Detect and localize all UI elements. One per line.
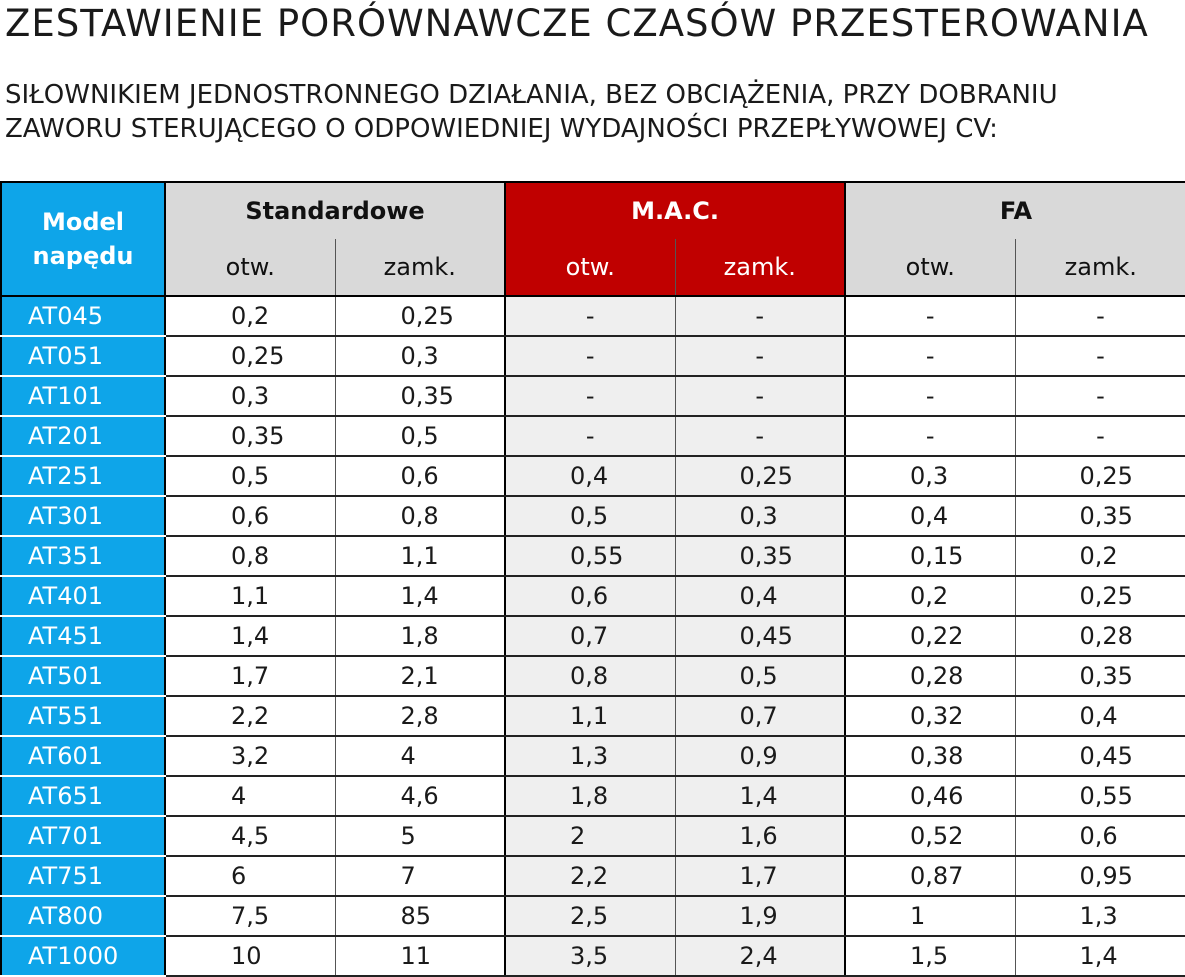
std-close-cell: 5 [335,816,505,856]
model-cell: AT045 [1,296,165,336]
fa-open-cell: 0,46 [845,776,1015,816]
table-row [1,576,1185,616]
fa-open-cell: 0,15 [845,536,1015,576]
model-cell: AT800 [1,896,165,936]
std-close-cell: 0,3 [335,336,505,376]
mac-close-cell: 2,4 [675,936,845,976]
mac-close-cell: - [675,296,845,336]
std-close-cell: 0,6 [335,456,505,496]
fa-close-header: zamk. [1015,239,1185,296]
std-open-cell: 2,2 [165,696,335,736]
mac-open-cell: 1,3 [505,736,675,776]
std-open-cell: 4,5 [165,816,335,856]
fa-close-cell: 0,25 [1015,456,1185,496]
subtitle-line-1: SIŁOWNIKIEM JEDNOSTRONNEGO DZIAŁANIA, BEZ OBCIĄŻENIA, PRZY DOBRANIU [5,80,1058,110]
fa-open-cell: - [845,296,1015,336]
model-cell: AT701 [1,816,165,856]
fa-close-cell: - [1015,416,1185,456]
table-row [1,816,1185,856]
mac-close-cell: - [675,416,845,456]
group-header-mac: M.A.C. [505,182,845,239]
mac-open-cell: 2 [505,816,675,856]
mac-open-cell: 0,5 [505,496,675,536]
mac-close-cell: 0,7 [675,696,845,736]
comparison-table [0,181,1185,977]
group-header-standard: Standardowe [165,182,505,239]
model-header-line-1: Model [41,208,125,236]
std-close-cell: 1,8 [335,616,505,656]
mac-close-cell: 0,4 [675,576,845,616]
table-row [1,336,1185,376]
std-close-cell: 7 [335,856,505,896]
table-row [1,536,1185,576]
fa-open-cell: - [845,376,1015,416]
model-cell: AT1000 [1,936,165,976]
mac-open-cell: 3,5 [505,936,675,976]
fa-close-cell: - [1015,336,1185,376]
model-cell: AT551 [1,696,165,736]
std-open-cell: 3,2 [165,736,335,776]
fa-open-cell: 0,22 [845,616,1015,656]
model-header [1,182,165,296]
table-row [1,936,1185,976]
std-open-cell: 1,7 [165,656,335,696]
fa-open-cell: 1 [845,896,1015,936]
fa-open-cell: 1,5 [845,936,1015,976]
model-cell: AT301 [1,496,165,536]
fa-close-cell: 0,28 [1015,616,1185,656]
mac-open-cell: - [505,296,675,336]
std-close-cell: 11 [335,936,505,976]
mac-close-cell: 1,9 [675,896,845,936]
std-open-cell: 0,35 [165,416,335,456]
mac-open-cell: 0,6 [505,576,675,616]
std-close-cell: 0,8 [335,496,505,536]
subtitle-line-2: ZAWORU STERUJĄCEGO O ODPOWIEDNIEJ WYDAJNOŚCI PRZEPŁYWOWEJ CV: [5,114,998,144]
model-cell: AT601 [1,736,165,776]
fa-close-cell: 0,55 [1015,776,1185,816]
std-close-cell: 2,1 [335,656,505,696]
table-row [1,736,1185,776]
mac-open-cell: - [505,376,675,416]
fa-close-cell: 0,95 [1015,856,1185,896]
fa-close-cell: 1,3 [1015,896,1185,936]
std-close-cell: 85 [335,896,505,936]
subtitle [5,78,1058,146]
table-row [1,616,1185,656]
model-cell: AT101 [1,376,165,416]
fa-close-cell: 0,45 [1015,736,1185,776]
std-open-cell: 1,1 [165,576,335,616]
table-row [1,656,1185,696]
model-cell: AT501 [1,656,165,696]
mac-open-header: otw. [505,239,675,296]
mac-close-cell: 0,9 [675,736,845,776]
fa-open-header: otw. [845,239,1015,296]
fa-open-cell: - [845,416,1015,456]
std-open-cell: 0,25 [165,336,335,376]
mac-open-cell: 0,55 [505,536,675,576]
table-row [1,696,1185,736]
mac-open-cell: 0,7 [505,616,675,656]
mac-open-cell: 1,8 [505,776,675,816]
mac-open-cell: - [505,336,675,376]
fa-close-cell: - [1015,296,1185,336]
model-cell: AT451 [1,616,165,656]
std-close-cell: 1,1 [335,536,505,576]
std-open-cell: 0,3 [165,376,335,416]
model-cell: AT201 [1,416,165,456]
std-close-cell: 0,5 [335,416,505,456]
table-row [1,296,1185,336]
mac-open-cell: 0,8 [505,656,675,696]
table-row [1,496,1185,536]
mac-close-cell: - [675,376,845,416]
std-close-cell: 4,6 [335,776,505,816]
std-open-cell: 1,4 [165,616,335,656]
mac-close-cell: - [675,336,845,376]
mac-open-cell: 2,2 [505,856,675,896]
mac-open-cell: - [505,416,675,456]
mac-close-cell: 0,45 [675,616,845,656]
std-close-cell: 2,8 [335,696,505,736]
fa-close-cell: 0,2 [1015,536,1185,576]
model-header-line-2: napędu [32,242,134,270]
mac-close-cell: 0,3 [675,496,845,536]
model-cell: AT051 [1,336,165,376]
model-cell: AT401 [1,576,165,616]
std-open-header: otw. [165,239,335,296]
fa-open-cell: 0,87 [845,856,1015,896]
fa-close-cell: 0,4 [1015,696,1185,736]
fa-open-cell: 0,4 [845,496,1015,536]
std-close-header: zamk. [335,239,505,296]
fa-open-cell: 0,3 [845,456,1015,496]
std-open-cell: 6 [165,856,335,896]
fa-open-cell: 0,52 [845,816,1015,856]
std-close-cell: 4 [335,736,505,776]
mac-close-header: zamk. [675,239,845,296]
fa-close-cell: 0,35 [1015,656,1185,696]
fa-open-cell: 0,2 [845,576,1015,616]
fa-close-cell: 0,35 [1015,496,1185,536]
std-close-cell: 0,25 [335,296,505,336]
std-open-cell: 0,2 [165,296,335,336]
mac-open-cell: 1,1 [505,696,675,736]
mac-close-cell: 1,7 [675,856,845,896]
table-row [1,416,1185,456]
model-cell: AT251 [1,456,165,496]
model-cell: AT651 [1,776,165,816]
fa-close-cell: 1,4 [1015,936,1185,976]
std-open-cell: 10 [165,936,335,976]
table-row [1,776,1185,816]
fa-close-cell: 0,25 [1015,576,1185,616]
model-cell: AT751 [1,856,165,896]
mac-close-cell: 0,25 [675,456,845,496]
std-open-cell: 0,5 [165,456,335,496]
mac-open-cell: 2,5 [505,896,675,936]
std-close-cell: 1,4 [335,576,505,616]
mac-close-cell: 1,6 [675,816,845,856]
std-open-cell: 0,8 [165,536,335,576]
mac-close-cell: 1,4 [675,776,845,816]
fa-open-cell: 0,38 [845,736,1015,776]
page-title: ZESTAWIENIE PORÓWNAWCZE CZASÓW PRZESTEROWANIA [5,2,1149,45]
group-header-fa: FA [845,182,1185,239]
mac-close-cell: 0,5 [675,656,845,696]
std-open-cell: 7,5 [165,896,335,936]
table-row [1,896,1185,936]
std-open-cell: 0,6 [165,496,335,536]
fa-open-cell: 0,28 [845,656,1015,696]
fa-open-cell: 0,32 [845,696,1015,736]
mac-close-cell: 0,35 [675,536,845,576]
fa-close-cell: 0,6 [1015,816,1185,856]
table-row [1,376,1185,416]
std-open-cell: 4 [165,776,335,816]
model-cell: AT351 [1,536,165,576]
fa-open-cell: - [845,336,1015,376]
table-row [1,456,1185,496]
table-row [1,856,1185,896]
std-close-cell: 0,35 [335,376,505,416]
mac-open-cell: 0,4 [505,456,675,496]
fa-close-cell: - [1015,376,1185,416]
